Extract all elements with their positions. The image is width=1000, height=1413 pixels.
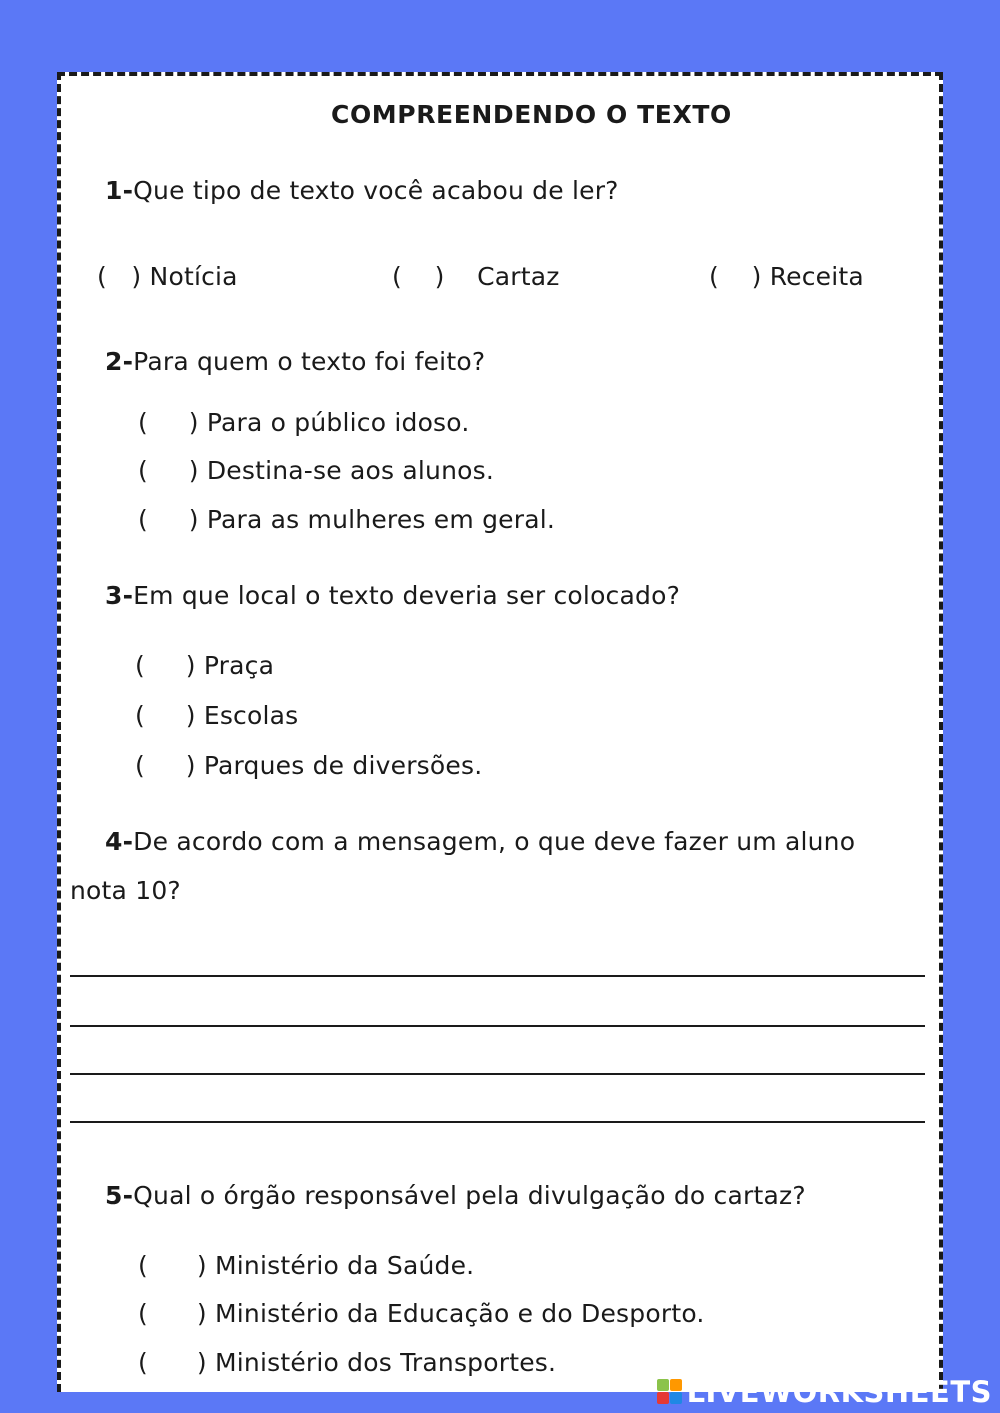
checkbox-open: ( — [138, 408, 148, 437]
option-label: Para o público idoso. — [206, 408, 470, 437]
checkbox-close: ) — [185, 701, 196, 730]
question-2 — [105, 347, 485, 376]
checkbox-open: ( — [135, 751, 145, 780]
question-number: 2- — [105, 347, 134, 376]
question-1 — [105, 176, 619, 205]
question-number: 3- — [105, 581, 134, 610]
option-label: Ministério da Educação e do Desporto. — [214, 1299, 705, 1328]
checkbox-open: ( — [392, 262, 402, 291]
q2-option-1[interactable] — [138, 408, 470, 437]
q5-option-2[interactable] — [138, 1299, 705, 1328]
question-text: Para quem o texto foi feito? — [133, 347, 486, 376]
checkbox-close: ) — [188, 408, 199, 437]
checkbox-open: ( — [97, 262, 107, 291]
liveworksheets-logo-text: LIVEWORKSHEETS — [686, 1375, 992, 1409]
checkbox-close: ) — [196, 1251, 207, 1280]
checkbox-close: ) — [434, 262, 445, 291]
question-text: Qual o órgão responsável pela divulgação do cartaz? — [133, 1181, 806, 1210]
question-text: Em que local o texto deveria ser colocado? — [133, 581, 681, 610]
question-number: 1- — [105, 176, 134, 205]
checkbox-open: ( — [138, 1299, 148, 1328]
checkbox-close: ) — [185, 751, 196, 780]
q5-option-1[interactable] — [138, 1251, 474, 1280]
question-4-continued: nota 10? — [70, 876, 181, 905]
question-number: 5- — [105, 1181, 134, 1210]
checkbox-open: ( — [138, 1251, 148, 1280]
question-text: De acordo com a mensagem, o que deve fazer um aluno — [133, 827, 856, 856]
worksheet-page — [57, 72, 943, 1392]
question-5 — [105, 1181, 806, 1210]
q3-option-2[interactable] — [135, 701, 298, 730]
option-label: Ministério da Saúde. — [214, 1251, 475, 1280]
option-label: Praça — [203, 651, 275, 680]
checkbox-open: ( — [138, 505, 148, 534]
q1-option-noticia[interactable] — [97, 262, 238, 291]
answer-line-2[interactable] — [70, 1025, 925, 1027]
question-3 — [105, 581, 680, 610]
option-label: Notícia — [149, 262, 238, 291]
answer-line-4[interactable] — [70, 1121, 925, 1123]
checkbox-close: ) — [185, 651, 196, 680]
option-label: Ministério dos Transportes. — [214, 1348, 557, 1377]
checkbox-open: ( — [709, 262, 719, 291]
answer-line-3[interactable] — [70, 1073, 925, 1075]
checkbox-close: ) — [196, 1299, 207, 1328]
q1-option-cartaz[interactable] — [392, 262, 560, 291]
liveworksheets-branding[interactable] — [657, 1375, 992, 1409]
q5-option-3[interactable] — [138, 1348, 556, 1377]
option-label: Escolas — [203, 701, 299, 730]
checkbox-close: ) — [751, 262, 762, 291]
checkbox-open: ( — [138, 456, 148, 485]
q2-option-3[interactable] — [138, 505, 555, 534]
checkbox-close: ) — [131, 262, 142, 291]
checkbox-open: ( — [135, 701, 145, 730]
q2-option-2[interactable] — [138, 456, 494, 485]
q3-option-3[interactable] — [135, 751, 482, 780]
question-number: 4- — [105, 827, 134, 856]
page-title: COMPREENDENDO O TEXTO — [331, 100, 732, 129]
question-4 — [105, 827, 855, 856]
checkbox-open: ( — [138, 1348, 148, 1377]
checkbox-close: ) — [188, 505, 199, 534]
q1-option-receita[interactable] — [709, 262, 864, 291]
checkbox-close: ) — [188, 456, 199, 485]
option-label: Receita — [769, 262, 864, 291]
option-label: Destina-se aos alunos. — [206, 456, 494, 485]
answer-line-1[interactable] — [70, 975, 925, 977]
checkbox-open: ( — [135, 651, 145, 680]
option-label: Cartaz — [477, 262, 560, 291]
option-label: Parques de diversões. — [203, 751, 483, 780]
q3-option-1[interactable] — [135, 651, 274, 680]
question-text: Que tipo de texto você acabou de ler? — [133, 176, 619, 205]
liveworksheets-logo-icon — [657, 1379, 683, 1405]
checkbox-close: ) — [196, 1348, 207, 1377]
option-label: Para as mulheres em geral. — [206, 505, 556, 534]
